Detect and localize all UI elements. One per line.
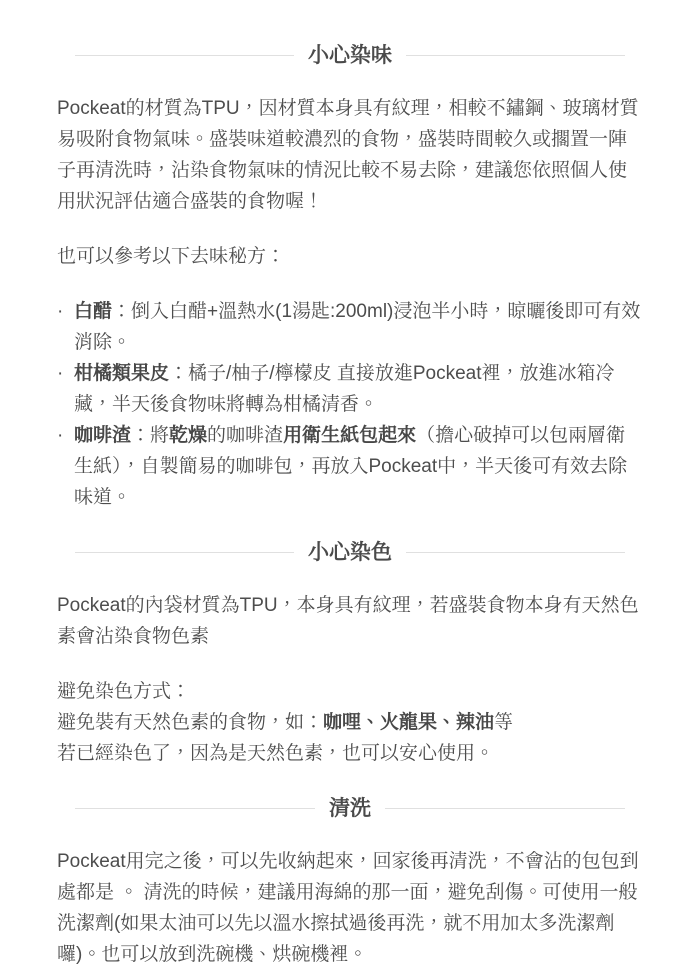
section-header [75, 795, 625, 822]
highlighted-text-run: 咖啡渣 [74, 425, 132, 446]
text-run: （擔心破掉可以包兩層衛生紙），自製簡易的咖啡包，再放入Pockeat中，半天後可有效去除味道。 [74, 425, 628, 508]
paragraph [57, 846, 643, 970]
text-run: Pockeat用完之後，可以先收納起來，回家後再清洗，不會沾的包包到處都是 。 清洗的時候，建議用海綿的那一面，避免刮傷。可使用一般洗潔劑(如果太油可以先以溫水擦拭過後再洗，就不用加太多洗潔劑囉)。也可以放到洗碗機、烘碗機裡。 [57, 851, 639, 965]
highlighted-text-run: 咖哩、火龍果、辣油 [323, 712, 495, 733]
section-title: 小心染味 [308, 44, 392, 67]
paragraph [57, 738, 643, 769]
text-run: 避免裝有天然色素的食物，如： [57, 712, 324, 733]
tips-list [57, 296, 643, 513]
list-item-text [74, 420, 643, 513]
text-run: 等 [494, 712, 514, 733]
list-item-text [74, 358, 643, 420]
text-run: Pockeat的內袋材質為TPU，本身具有紋理，若盛裝食物本身有天然色素會沾染食物色素 [57, 595, 639, 647]
divider-line-right [406, 552, 625, 553]
paragraph [57, 676, 643, 707]
list-item [57, 296, 643, 358]
text-run: ：橘子/柚子/檸檬皮 直接放進Pockeat裡，放進冰箱冷藏，半天後食物味將轉為柑橘清香。 [74, 363, 615, 415]
text-run: 也可以參考以下去味秘方： [57, 246, 286, 267]
paragraph [57, 590, 643, 652]
highlighted-text-run: 用衛生紙包起來 [283, 425, 417, 446]
text-run: 的咖啡渣 [207, 425, 284, 446]
section-title: 小心染色 [308, 541, 392, 564]
text-run: ：將 [131, 425, 170, 446]
divider-line-right [406, 55, 625, 56]
text-run: Pockeat的材質為TPU，因材質本身具有紋理，相較不鏽鋼、玻璃材質易吸附食物氣味。盛裝味道較濃烈的食物，盛裝時間較久或擱置一陣子再清洗時，沾染食物氣味的情況比較不易去除，建議您依照個人使用狀況評估適合盛裝的食物喔！ [57, 98, 639, 212]
text-run: 若已經染色了，因為是天然色素，也可以安心使用。 [57, 743, 495, 764]
list-item [57, 420, 643, 513]
divider-line-left [75, 808, 315, 809]
divider-line-right [385, 808, 625, 809]
highlighted-text-run: 柑橘類果皮 [74, 363, 170, 384]
list-item [57, 358, 643, 420]
bullet-marker: · [57, 363, 64, 384]
text-run: 避免染色方式： [57, 681, 191, 702]
highlighted-text-run: 白醋 [74, 301, 113, 322]
bullet-marker: · [57, 425, 64, 446]
highlighted-text-run: 乾燥 [169, 425, 208, 446]
section-header [75, 42, 625, 69]
divider-line-left [75, 55, 294, 56]
section-title: 清洗 [329, 797, 371, 820]
section-color-warning [57, 539, 643, 769]
section-cleaning [57, 795, 643, 970]
paragraph [57, 241, 643, 272]
divider-line-left [75, 552, 294, 553]
bullet-marker: · [57, 301, 64, 322]
paragraph [57, 93, 643, 217]
section-odor-warning [57, 42, 643, 513]
text-run: ：倒入白醋+溫熱水(1湯匙:200ml)浸泡半小時，晾曬後即可有效消除。 [74, 301, 641, 353]
section-header [75, 539, 625, 566]
list-item-text [74, 296, 643, 358]
paragraph [57, 707, 643, 738]
